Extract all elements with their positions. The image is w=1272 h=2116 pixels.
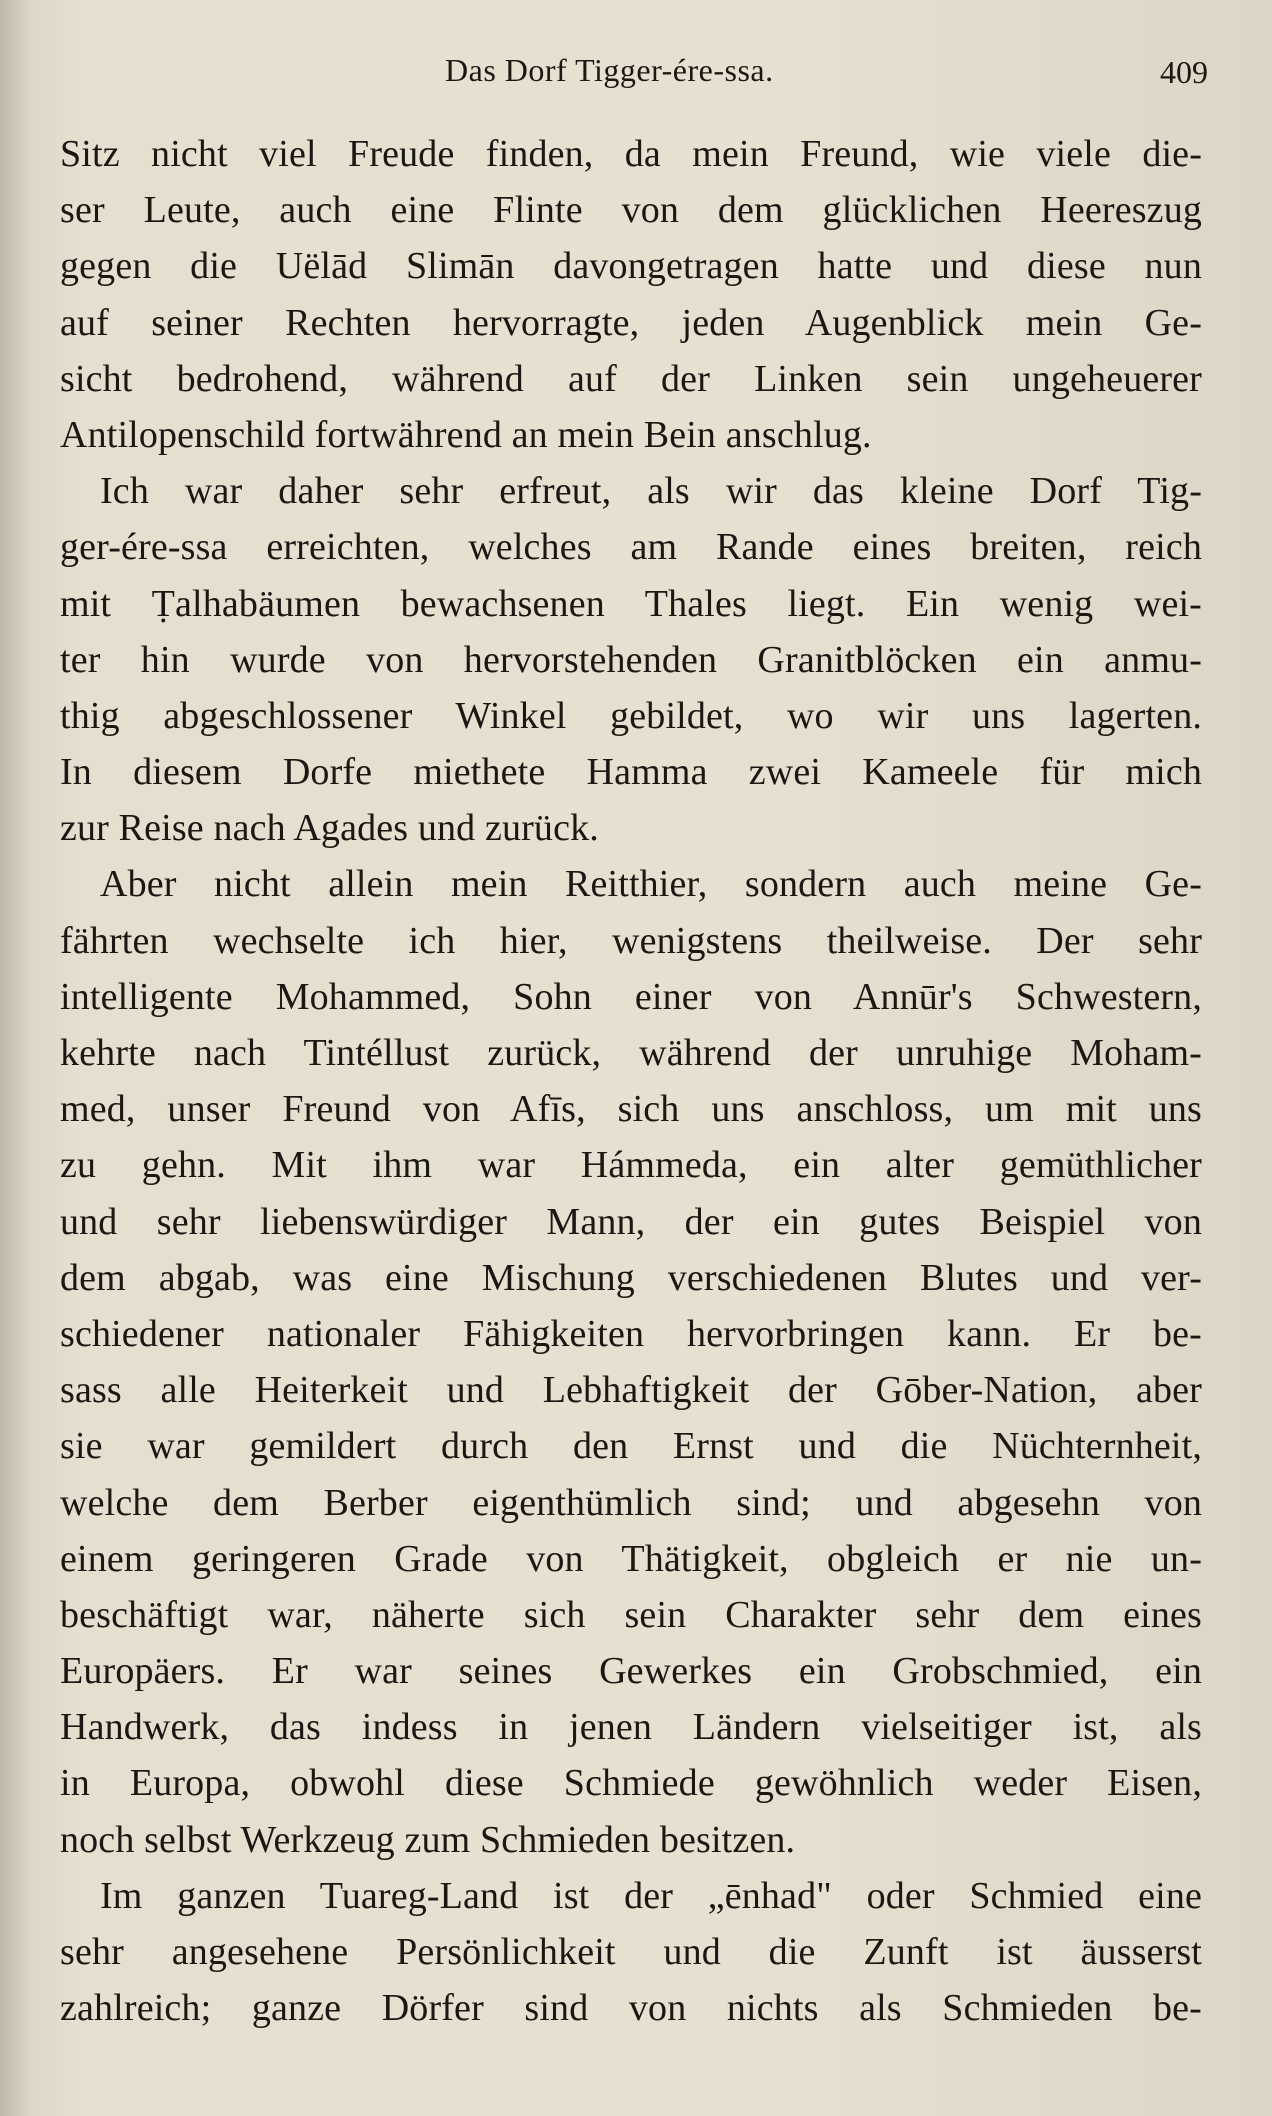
text-line: kehrte nach Tintéllust zurück, während der unruhige Moham- (60, 1032, 1202, 1074)
page-header (0, 52, 1272, 92)
text-line: schiedener nationaler Fähigkeiten hervorbringen kann. Er be- (60, 1312, 1202, 1355)
text-line: sie war gemildert durch den Ernst und die Nüchternheit, (60, 1425, 1202, 1468)
text-line: fährten wechselte ich hier, wenigstens theilweise. Der sehr (60, 919, 1202, 962)
page-number: 409 (1160, 54, 1208, 90)
paragraph-first-line: Aber nicht allein mein Reitthier, sondern auch meine Ge- (100, 863, 1202, 906)
text-line: sehr angesehene Persönlichkeit und die Zunft ist äusserst (60, 1931, 1202, 1973)
text-line: ser Leute, auch eine Flinte von dem glücklichen Heereszug (60, 189, 1202, 232)
text-line: ger-ére-ssa erreichten, welches am Rande eines breiten, reich (60, 526, 1202, 569)
text-line: thig abgeschlossener Winkel gebildet, wo wir uns lagerten. (60, 694, 1202, 737)
text-line: sass alle Heiterkeit und Lebhaftigkeit der Gōber-Nation, aber (60, 1369, 1202, 1412)
text-line: welche dem Berber eigenthümlich sind; und abgesehn von (60, 1481, 1202, 1524)
text-line: dem abgab, was eine Mischung verschiedenen Blutes und ver- (60, 1256, 1202, 1299)
text-line: Handwerk, das indess in jenen Ländern vielseitiger ist, als (60, 1706, 1202, 1749)
paragraph-first-line: Ich war daher sehr erfreut, als wir das kleine Dorf Tig- (100, 470, 1202, 513)
text-line: zur Reise nach Agades und zurück. (60, 807, 599, 850)
text-line: intelligente Mohammed, Sohn einer von Annūr's Schwestern, (60, 975, 1202, 1018)
text-line: gegen die Uëlād Slimān davongetragen hatte und diese nun (60, 245, 1202, 288)
text-line: zu gehn. Mit ihm war Hámmeda, ein alter gemüthlicher (60, 1144, 1202, 1187)
text-line: und sehr liebenswürdiger Mann, der ein gutes Beispiel von (60, 1200, 1202, 1243)
text-line: beschäftigt war, näherte sich sein Charakter sehr dem eines (60, 1593, 1202, 1636)
text-line: Europäers. Er war seines Gewerkes ein Grobschmied, ein (60, 1650, 1202, 1693)
text-line: einem geringeren Grade von Thätigkeit, obgleich er nie un- (60, 1537, 1202, 1580)
text-line: sicht bedrohend, während auf der Linken sein ungeheuerer (60, 357, 1202, 400)
text-line: In diesem Dorfe miethete Hamma zwei Kameele für mich (60, 751, 1202, 794)
text-line: med, unser Freund von Afīs, sich uns anschloss, um mit uns (60, 1088, 1202, 1131)
text-line: in Europa, obwohl diese Schmiede gewöhnlich weder Eisen, (60, 1762, 1202, 1805)
text-line: Sitz nicht viel Freude finden, da mein Freund, wie viele die- (60, 133, 1202, 175)
text-line: ter hin wurde von hervorstehenden Granitblöcken ein anmu- (60, 638, 1202, 681)
body-text (60, 126, 1202, 2036)
page-gutter-shadow (0, 0, 30, 2116)
text-line: Antilopenschild fortwährend an mein Bein anschlug. (60, 413, 872, 456)
text-line: mit Ṭalhabäumen bewachsenen Thales liegt. Ein wenig wei- (60, 582, 1202, 625)
text-line: zahlreich; ganze Dörfer sind von nichts als Schmieden be- (60, 1987, 1202, 2030)
text-line: auf seiner Rechten hervorragte, jeden Augenblick mein Ge- (60, 301, 1202, 344)
paragraph-first-line: Im ganzen Tuareg-Land ist der „ēnhad" oder Schmied eine (100, 1874, 1202, 1917)
text-line: noch selbst Werkzeug zum Schmieden besitzen. (60, 1818, 796, 1861)
running-title: Das Dorf Tigger-ére-ssa. (445, 52, 774, 88)
